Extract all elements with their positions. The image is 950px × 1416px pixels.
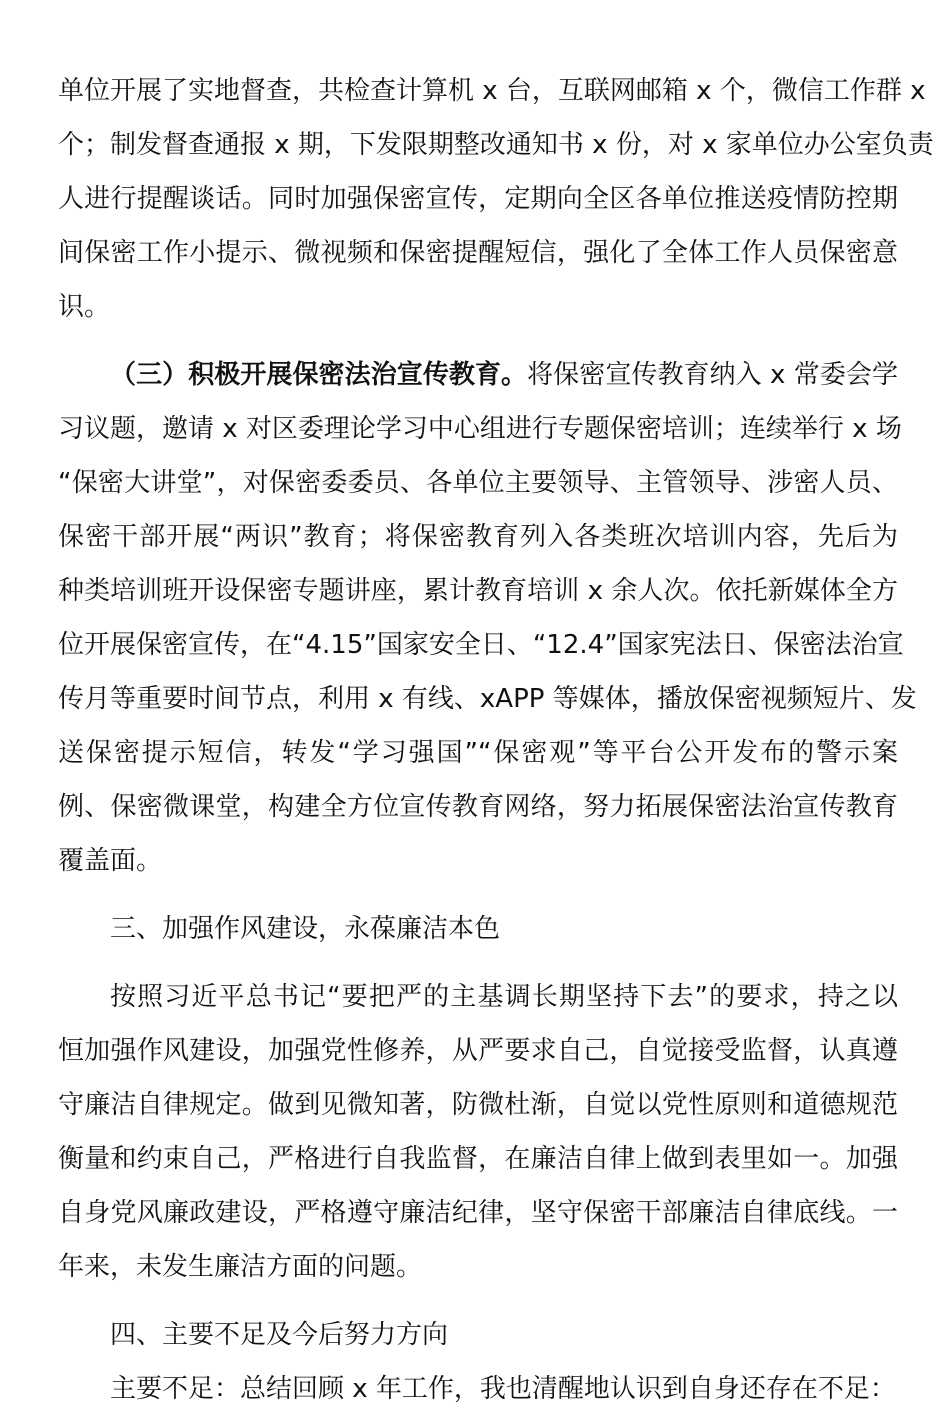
text-line: 例、保密微课堂，构建全方位宣传教育网络，努力拓展保密法治宣传教育 [58,792,898,822]
text-line: 识。 [58,292,111,322]
text-line: 送保密提示短信，转发“学习强国”“保密观”等平台公开发布的警示案 [58,738,898,768]
document-page [58,64,934,1416]
paragraph-3 [58,970,898,1294]
text-run: 将保密宣传教育纳入 x 常委会学 [527,360,898,390]
text-line [58,348,898,402]
section-heading: 四、主要不足及今后努力方向 [110,1320,449,1350]
text-line: 衡量和约束自己，严格进行自我监督，在廉洁自律上做到表里如一。加强 [58,1144,898,1174]
text-line: 按照习近平总书记“要把严的主基调长期坚持下去”的要求，持之以 [110,982,898,1012]
text-line: 习议题，邀请 x 对区委理论学习中心组进行专题保密培训；连续举行 x 场 [58,414,902,444]
text-line: 主要不足：总结回顾 x 年工作，我也清醒地认识到自身还存在不足： [110,1374,896,1404]
text-line: 单位开展了实地督查，共检查计算机 x 台，互联网邮箱 x 个，微信工作群 x [58,76,926,106]
text-line: 传月等重要时间节点，利用 x 有线、xAPP 等媒体，播放保密视频短片、发 [58,684,917,714]
text-line: 个；制发督查通报 x 期，下发限期整改通知书 x 份，对 x 家单位办公室负责 [58,130,934,160]
paragraph-4 [58,1362,898,1416]
text-line: 位开展保密宣传，在“4.15”国家安全日、“12.4”国家宪法日、保密法治宣 [58,630,904,660]
paragraph-1 [58,64,934,334]
text-line: 恒加强作风建设，加强党性修养，从严要求自己，自觉接受监督，认真遵 [58,1036,898,1066]
section-subheading: （三）积极开展保密法治宣传教育。 [110,360,528,390]
text-line: “保密大讲堂”，对保密委委员、各单位主要领导、主管领导、涉密人员、 [58,468,898,498]
paragraph-2 [58,348,917,888]
text-line: 覆盖面。 [58,846,163,876]
text-line: 保密干部开展“两识”教育；将保密教育列入各类班次培训内容，先后为 [58,522,898,552]
text-line: 人进行提醒谈话。同时加强保密宣传，定期向全区各单位推送疫情防控期 [58,184,898,214]
text-line: 自身党风廉政建设，严格遵守廉洁纪律，坚守保密干部廉洁自律底线。一 [58,1198,898,1228]
text-line: 年来，未发生廉洁方面的问题。 [58,1252,423,1282]
text-line: 守廉洁自律规定。做到见微知著，防微杜渐，自觉以党性原则和道德规范 [58,1090,898,1120]
text-line: 种类培训班开设保密专题讲座，累计教育培训 x 余人次。依托新媒体全方 [58,576,898,606]
text-line: 间保密工作小提示、微视频和保密提醒短信，强化了全体工作人员保密意 [58,238,898,268]
section-heading: 三、加强作风建设，永葆廉洁本色 [110,914,501,944]
